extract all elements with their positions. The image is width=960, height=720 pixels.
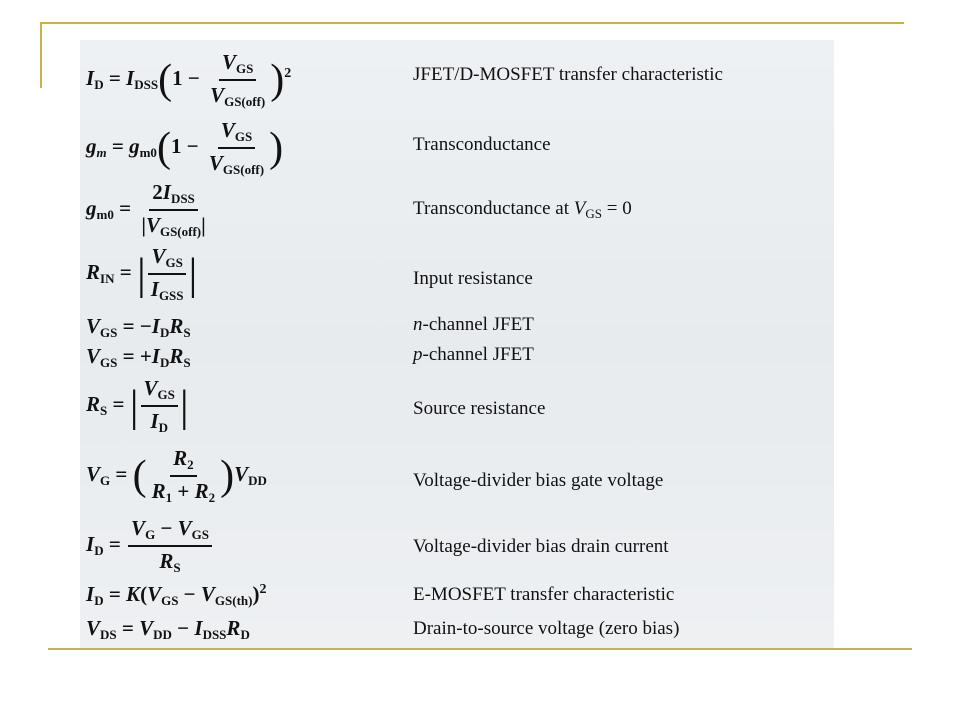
equation-row-transfer (80, 42, 834, 116)
equation-description: p-channel JFET (413, 344, 534, 365)
equation-row-input-resistance (80, 244, 834, 312)
equation-formula: $g_{m0}$ = $\frac{2I_{DSS}}{|V_{GS(off)}|}$ (86, 180, 206, 239)
equation-formula: $R_S$ = | $\frac{V_{GS}}{I_D}$ | (86, 376, 189, 435)
equation-formula: $I_D = I_{DSS}(1$ − $\frac{V_{GS}}{V_{GS(off)}}$ )$^2$ (86, 50, 292, 109)
frame-top-rule (40, 22, 904, 24)
scanned-formula-table (80, 40, 834, 648)
equation-row-n-channel (80, 312, 834, 344)
equation-row-transconductance (80, 116, 834, 184)
equation-row-gate-voltage (80, 446, 834, 516)
equation-description: Drain-to-source voltage (zero bias) (413, 618, 680, 639)
equation-formula: $g_m = g_{m0}(1$ − $\frac{V_{GS}}{V_{GS(off)}}$ ) (86, 118, 284, 177)
equation-description: Transconductance (413, 134, 551, 155)
equation-description: Source resistance (413, 398, 546, 419)
equation-formula: $V_{DS} = V_{DD} - I_{DSS}R_D$ (86, 616, 250, 642)
equation-row-drain-current (80, 516, 834, 582)
equation-formula: $V_{GS} = +I_DR_S$ (86, 344, 191, 370)
equation-formula: $R_{IN}$ = | $\frac{V_{GS}}{I_{GSS}}$ | (86, 244, 198, 303)
equation-row-gm0 (80, 180, 834, 246)
equation-description: JFET/D-MOSFET transfer characteristic (413, 64, 723, 85)
equation-formula: $V_{GS} = -I_DR_S$ (86, 314, 191, 340)
equation-formula: $I_D = K(V_{GS} - V_{GS(th)})^2$ (86, 582, 267, 608)
equation-formula: $I_D$ = $\frac{V_G - V_{GS}}{R_S}$ (86, 516, 214, 576)
equation-description: Transconductance at $V_{GS} = 0$ (413, 198, 632, 221)
equation-description: Input resistance (413, 268, 533, 289)
equation-description: E-MOSFET transfer characteristic (413, 584, 675, 605)
frame-left-rule (40, 22, 42, 88)
equation-description: n-channel JFET (413, 314, 534, 335)
frame-bottom-rule (48, 648, 912, 650)
equation-description: Voltage-divider bias gate voltage (413, 470, 664, 491)
equation-row-drain-source (80, 614, 834, 646)
equation-description: Voltage-divider bias drain current (413, 536, 669, 557)
equation-formula: $V_G$ = ( $\frac{R_2}{R_1 + R_2}$ )$V_{DD}$ (86, 446, 267, 505)
equation-row-emosfet (80, 582, 834, 614)
equation-row-p-channel (80, 342, 834, 374)
equation-row-source-resistance (80, 376, 834, 444)
